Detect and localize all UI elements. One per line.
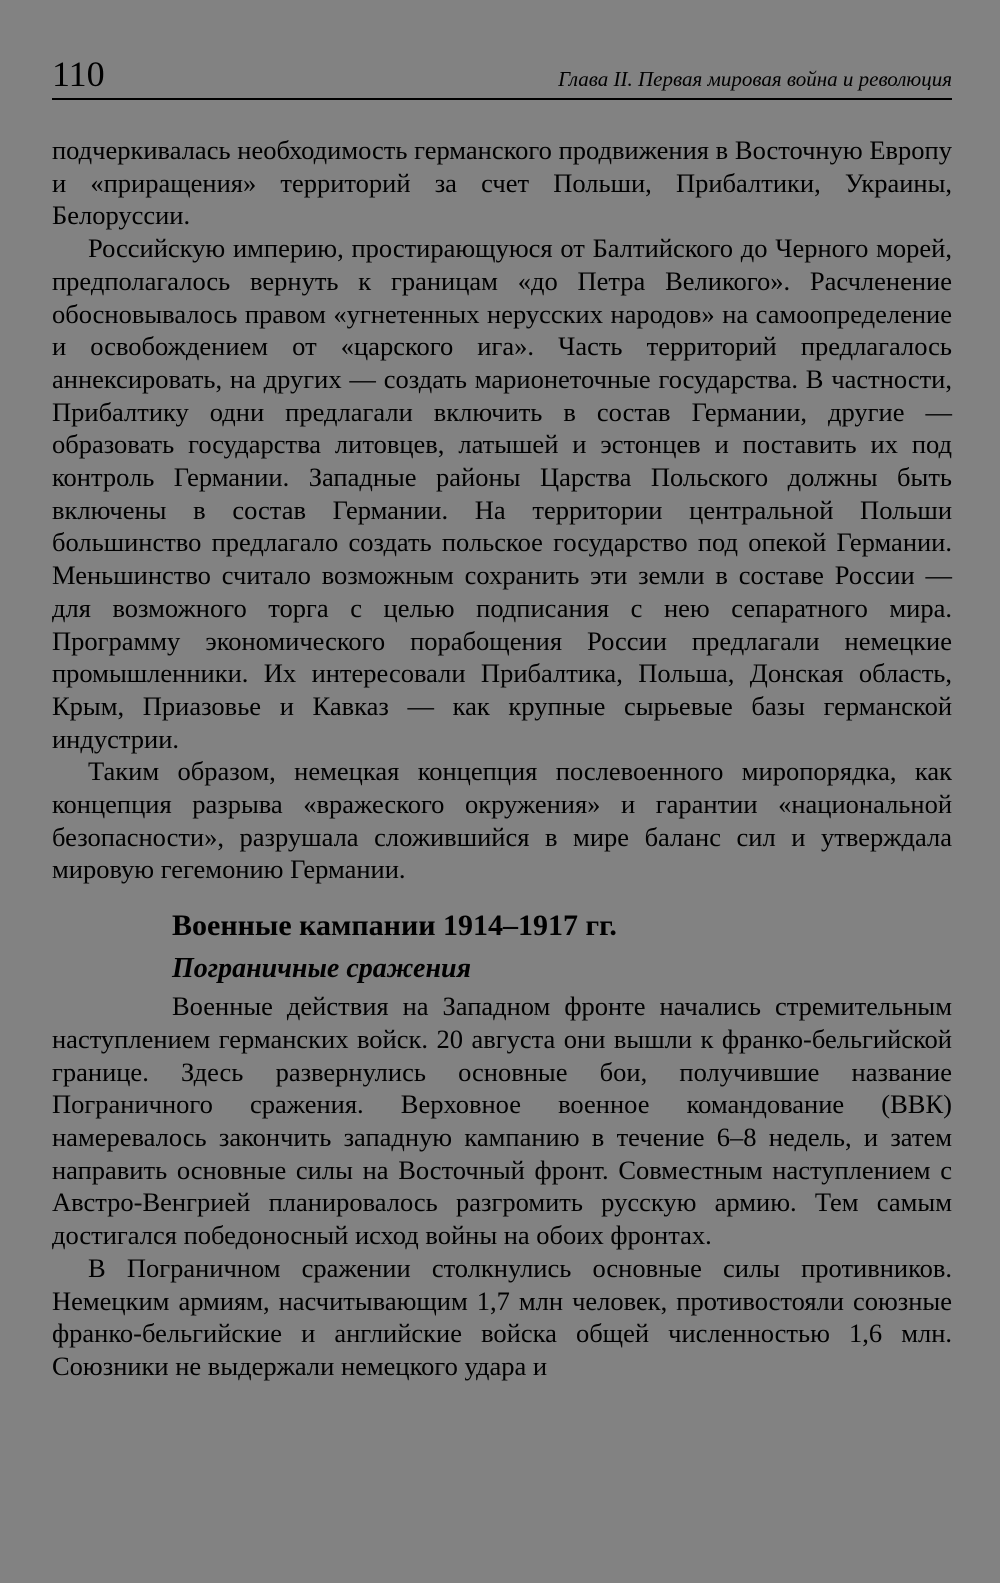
paragraph: Военные действия на Западном фронте начались стремительным наступлением германских войск. 20 августа они вышли к франко-бельгийской границе. Здесь развернулись основные бои, получившие название Пограничного сражения. Верховное военное командование (ВВК) намеревалось закончить западную кампанию в течение 6–8 недель, и затем направить основные силы на Восточный фронт. Совместным наступлением с Австро-Венгрией планировалось разгромить русскую армию. Тем самым достигался победоносный исход войны на обоих фронтах. (52, 991, 952, 1251)
body-text (52, 134, 952, 1383)
paragraph: Российскую империю, простирающуюся от Балтийского до Черного морей, предполагалось вернуть к границам «до Петра Великого». Расчленение обосновывалось правом «угнетенных нерусских народов» на самоопределение и освобождением от «царского ига». Часть территорий предлагалось аннексировать, на других — создать марионеточные государства. В частности, Прибалтику одни предлагали включить в состав Германии, другие — образовать государства литовцев, латышей и эстонцев и поставить их под контроль Германии. Западные районы Царства Польского должны быть включены в состав Германии. На территории центральной Польши большинство предлагало создать польское государство под опекой Германии. Меньшинство считало возможным сохранить эти земли в составе России — для возможного торга с целью подписания с нею сепаратного мира. Программу экономического порабощения России предлагали немецкие промышленники. Их интересовали Прибалтика, Польша, Донская область, Крым, Приазовье и Кавказ — как крупные сырьевые базы германской индустрии. (52, 233, 952, 754)
section-heading: Военные кампании 1914–1917 гг. (172, 909, 617, 943)
subsection-heading: Пограничные сражения (172, 953, 472, 985)
book-page (52, 48, 952, 1383)
page-number: 110 (52, 54, 105, 94)
running-header (52, 48, 952, 100)
chapter-title: Глава II. Первая мировая война и революция (558, 67, 952, 91)
paragraph: Таким образом, немецкая концепция послевоенного миропорядка, как концепция разрыва «вражеского окружения» и гарантии «национальной безопасности», разрушала сложившийся в мире баланс сил и утверждала мировую гегемонию Германии. (52, 756, 952, 885)
paragraph: В Пограничном сражении столкнулись основные силы противников. Немецким армиям, насчитывающим 1,7 млн человек, противостояли союзные франко-бельгийские и английские войска общей численностью 1,6 млн. Союзники не выдержали немецкого удара и (52, 1252, 952, 1381)
paragraph: подчеркивалась необходимость германского продвижения в Восточную Европу и «приращения» территорий за счет Польши, Прибалтики, Украины, Белоруссии. (52, 135, 952, 231)
